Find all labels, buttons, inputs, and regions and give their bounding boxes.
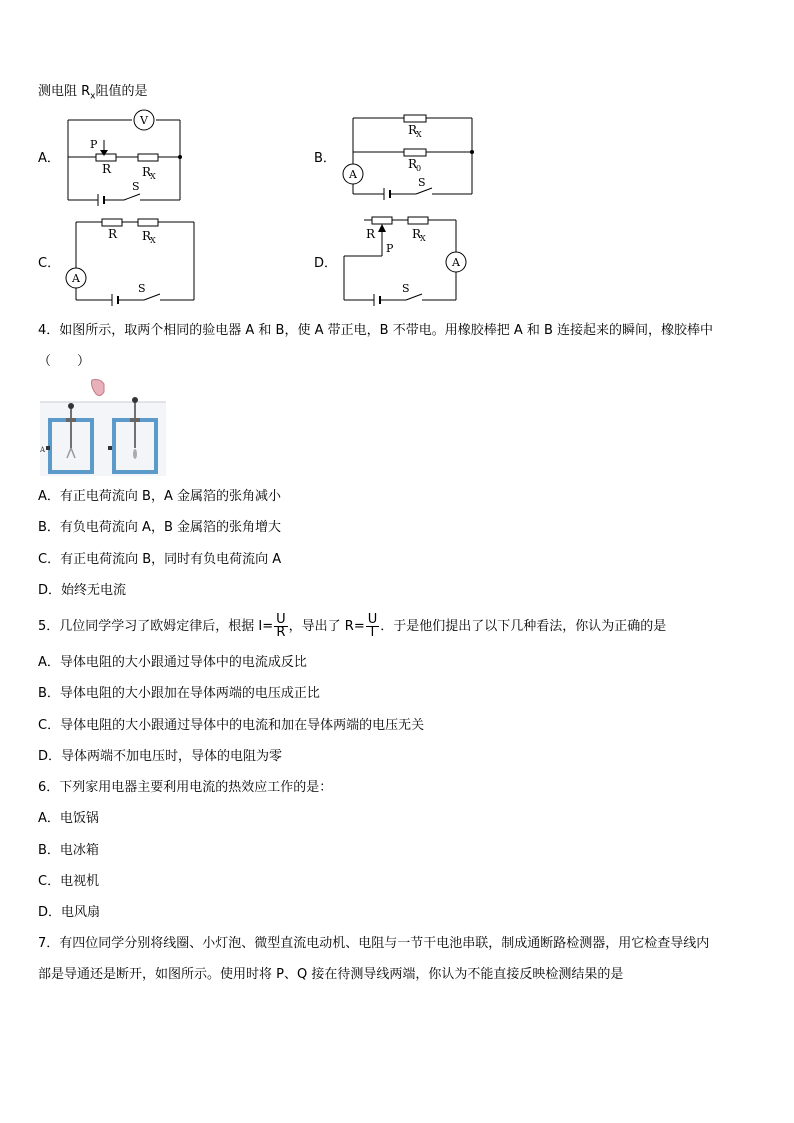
circuit-d [336, 210, 476, 306]
q3-b-rx-sub: X [416, 130, 422, 139]
q4-option-a: A．有正电荷流向 B，A 金属箔的张角减小 [38, 489, 281, 504]
q3-option-d-label: D． [314, 256, 338, 271]
q5-stem-part-c: ．于是他们提出了以下几种看法，你认为正确的是 [380, 619, 667, 634]
q6-option-a: A．电饭锅 [38, 811, 99, 826]
q3-stem-sub: x [90, 91, 96, 102]
q7-line-2: 部是导通还是断开，如图所示。使用时将 P、Q 接在待测导线两端，你认为不能直接反映检测结果的是 [38, 967, 624, 982]
circuit-b [336, 108, 486, 200]
electroscope-figure [40, 378, 166, 476]
q3-a-slider: P [90, 138, 98, 151]
q3-d-switch: S [402, 282, 410, 295]
q5-option-b: B．导体电阻的大小跟加在导体两端的电压成正比 [38, 686, 320, 701]
q7-line-1: 7．有四位同学分别将线圈、小灯泡、微型直流电动机、电阻与一节干电池串联，制成通断路检测器，用它检查导线内 [38, 936, 710, 951]
q3-a-rx-sub: X [150, 172, 156, 181]
q3-option-b-label: B． [314, 151, 336, 166]
q3-b-switch: S [418, 176, 426, 189]
q5-frac2-den: I [370, 625, 375, 640]
q3-c-rx-sub: X [150, 236, 156, 245]
q5-stem-part-a: 5．几位同学学习了欧姆定律后，根据 I= [38, 619, 274, 634]
q4-option-c: C．有正电荷流向 B，同时有负电荷流向 A [38, 552, 282, 567]
q5-fraction-1 [274, 614, 288, 639]
q3-c-res-r: R [108, 227, 118, 241]
q3-b-r0-sub: 0 [416, 164, 422, 173]
q3-b-res-rx: R [408, 123, 418, 137]
q3-d-meter: A [452, 256, 460, 269]
q3-stem-prefix: 测电阻 R [38, 84, 91, 99]
q4-stem: 4．如图所示，取两个相同的验电器 A 和 B，使 A 带正电，B 不带电。用橡胶棒把 A 和 B 连接起来的瞬间，橡胶棒中 [38, 323, 714, 338]
q5-fraction-2 [366, 614, 380, 639]
q3-d-res-r: R [366, 227, 376, 241]
q5-stem-part-b: ，导出了 R= [288, 619, 365, 634]
q3-c-meter: A [72, 272, 80, 285]
q5-frac1-num: U [276, 612, 286, 627]
q5-stem [38, 612, 666, 642]
q5-option-a: A．导体电阻的大小跟通过导体中的电流成反比 [38, 655, 307, 670]
q6-stem: 6．下列家用电器主要利用电流的热效应工作的是： [38, 780, 333, 795]
q5-option-d: D．导体两端不加电压时，导体的电阻为零 [38, 749, 283, 764]
q3-d-res-rx: R [412, 227, 422, 241]
q6-option-c: C．电视机 [38, 874, 100, 889]
electroscope-a-label: A [40, 446, 46, 454]
q3-option-a-label: A． [38, 151, 60, 166]
q3-a-switch: S [132, 180, 140, 193]
q3-stem [38, 84, 148, 105]
q6-option-b: B．电冰箱 [38, 843, 99, 858]
circuit-a [60, 106, 190, 206]
q3-c-switch: S [138, 282, 146, 295]
hand-icon [92, 380, 105, 396]
q5-frac2-num: U [367, 612, 378, 627]
q4-option-d: D．始终无电流 [38, 583, 127, 598]
circuit-c [62, 212, 202, 307]
q4-option-b: B．有负电荷流向 A，B 金属箔的张角增大 [38, 520, 281, 535]
q3-a-res-rx: R [142, 165, 152, 179]
q6-option-d: D．电风扇 [38, 905, 101, 920]
q4-blank: （ ） [38, 354, 91, 369]
q3-b-meter: A [349, 168, 357, 181]
q3-stem-suffix: 阻值的是 [95, 84, 148, 99]
q3-d-slider: P [386, 242, 394, 255]
q3-d-rx-sub: X [420, 234, 426, 243]
q3-a-meter: V [140, 114, 148, 127]
q5-option-c: C．导体电阻的大小跟通过导体中的电流和加在导体两端的电压无关 [38, 718, 425, 733]
q5-frac1-den: R [276, 625, 286, 640]
q3-option-c-label: C． [38, 256, 61, 271]
q3-a-res-r: R [102, 162, 112, 176]
q3-b-res-r0: R [408, 157, 418, 171]
q3-c-res-rx: R [142, 229, 152, 243]
